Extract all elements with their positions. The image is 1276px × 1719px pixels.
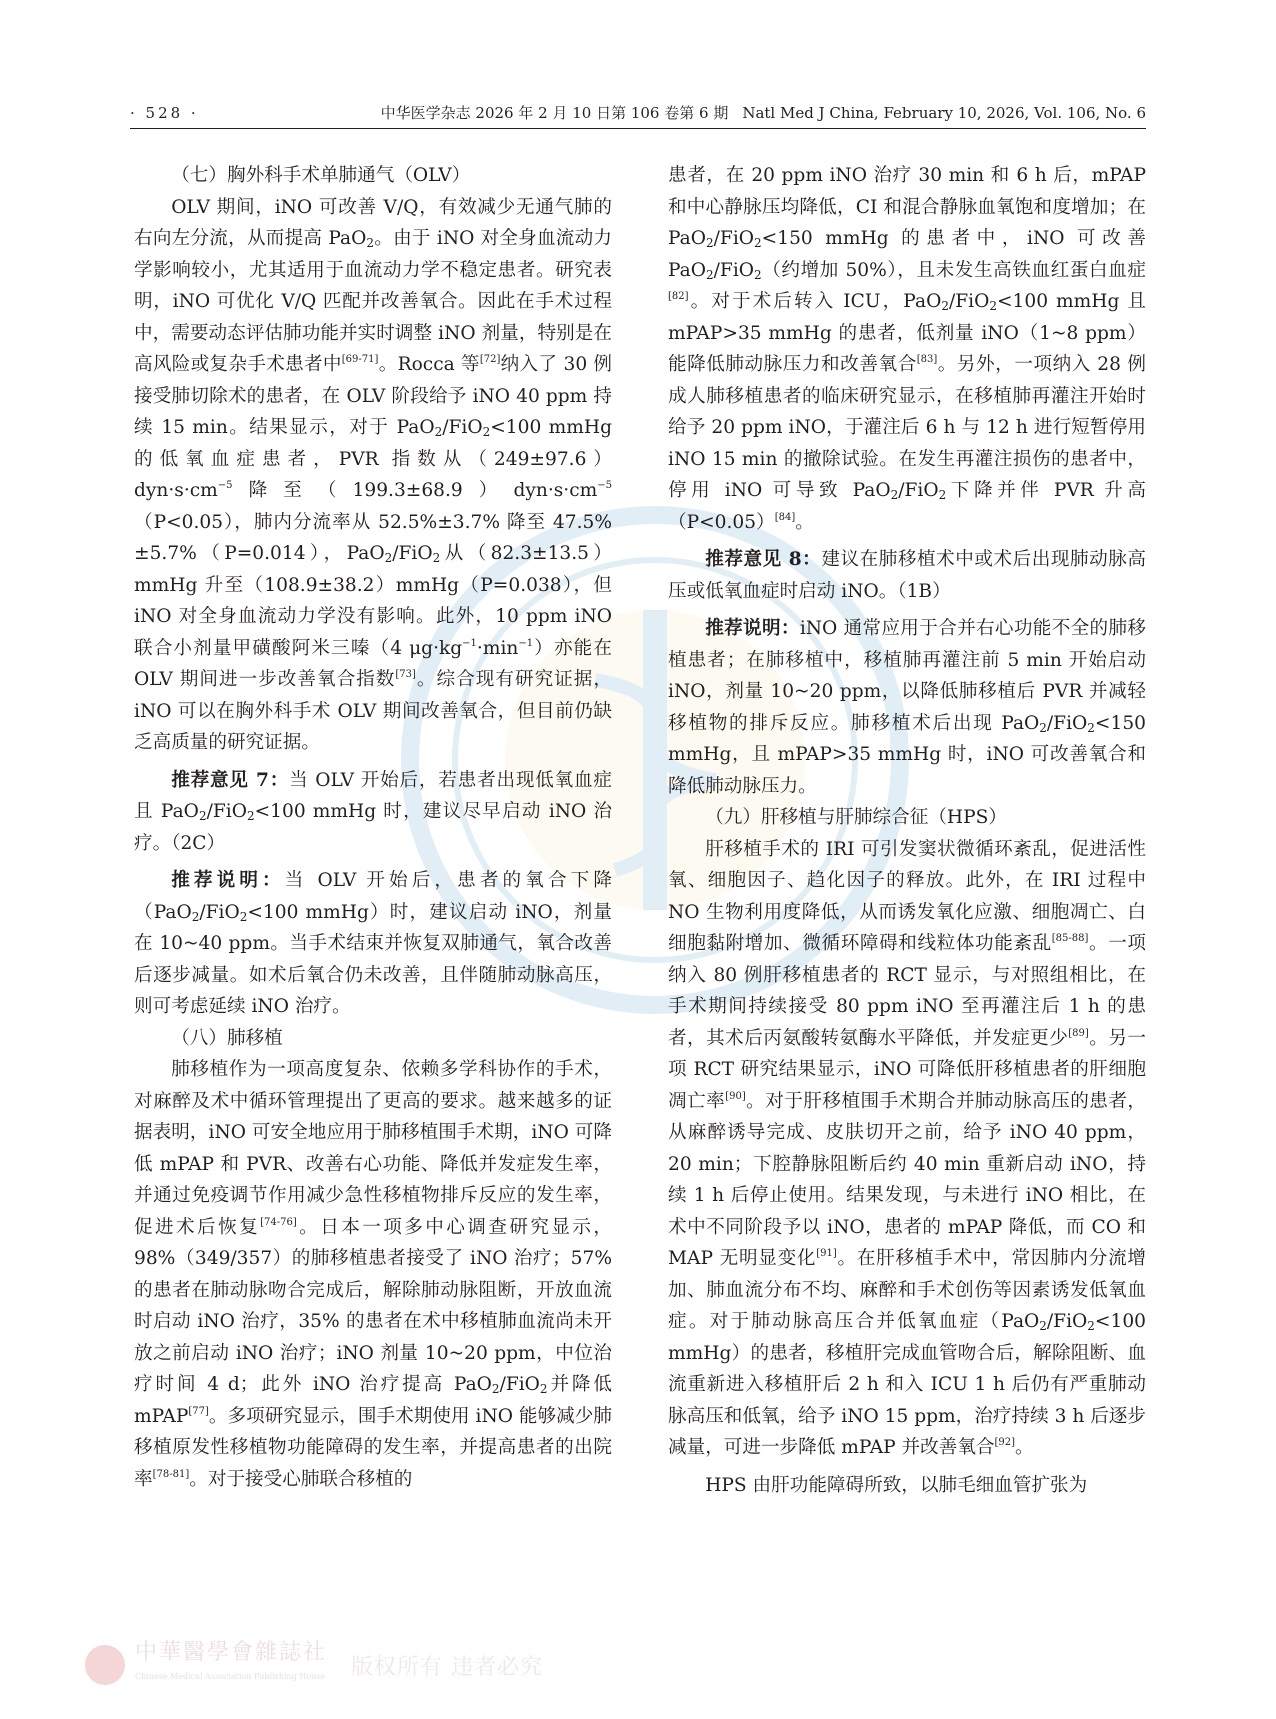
journal-title-cn: 中华医学杂志 2026 年 2 月 10 日第 106 卷第 6 期 [380,104,729,122]
explanation-8: 推荐说明：iNO 通常应用于合并右心功能不全的肺移植患者；在肺移植中，移植肺再灌注前 5 min 开始启动 iNO，剂量 10~20 ppm，以降低肺移植后 PVR 并减轻移植物的排斥反应。肺移植术后出现 PaO$_2$/FiO$_2$<150 mmHg，且 mPAP>35 mmHg 时，iNO 可改善氧合和降低肺动脉压力。 [668,618,1146,797]
right-column [668,160,1146,1501]
paragraph-olv: OLV 期间，iNO 可改善 V/Q，有效减少无通气肺的右向左分流，从而提高 PaO$_2$。由于 iNO 对全身血流动力学影响较小，尤其适用于血流动力学不稳定患者。研究表明，iNO 可优化 V/Q 匹配并改善氧合。因此在手术过程中，需要动态评估肺功能并实时调整 iNO 剂量，特别是在高风险或复杂手术患者中[69-71]。Rocca 等[72]纳入了 30 例接受肺切除术的患者，在 OLV 阶段给予 iNO 40 ppm 持续 15 min。结果显示，对于 PaO$_2$/FiO$_2$<100 mmHg 的低氧血症患者，PVR 指数从$(249\pm 97.6)dyn\cdot s\cdot cm^{-5}$降至$(199.3\pm 68.9)dyn\cdot s\cdot cm^{-5}(P<0.05)$，肺内分流率从 52.5%±3.7% 降至 47.5%±5.7%（P=0.014），PaO$_2$/FiO$_2$从（82.3±13.5）mmHg 升至（108.9±38.2）mmHg（P=0.038），但 iNO 对全身血流动力学没有影响。此外，10 ppm iNO 联合小剂量甲磺酸阿米三嗪（4 $\mu g\cdot kg^{-1}\cdot\min^{-1}$）亦能在 OLV 期间进一步改善氧合指数[73]。综合现有研究证据，iNO 可以在胸外科手术 OLV 期间改善氧合，但目前仍缺乏高质量的研究证据。 [134,196,613,753]
paragraph-hps: HPS 由肝功能障碍所致，以肺毛细血管扩张为 [705,1474,1088,1496]
paragraph-lung-transplant: 肺移植作为一项高度复杂、依赖多学科协作的手术，对麻醉及术中循环管理提出了更高的要求。越来越多的证据表明，iNO 可安全地应用于肺移植围手术期，iNO 可降低 mPAP 和 PVR、改善右心功能、降低并发症发生率，并通过免疫调节作用减少急性移植物排斥反应的发生率，促进术后恢复[74-76]。日本一项多中心调查研究显示，98%（349/357）的肺移植患者接受了 iNO 治疗；57% 的患者在肺动脉吻合完成后，解除肺动脉阻断，开放血流时启动 iNO 治疗，35% 的患者在术中移植肺血流尚未开放之前启动 iNO 治疗；iNO 剂量 10~20 ppm，中位治疗时间 4 d；此外 iNO 治疗提高 PaO$_2$/FiO$_2$并降低 mPAP[77]。多项研究显示，围手术期使用 iNO 能够减少肺移植原发性移植物功能障碍的发生率，并提高患者的出院率[78-81]。对于接受心肺联合移植的 [134,1059,612,1490]
explanation-7: 推荐说明：当 OLV 开始后，患者的氧合下降（PaO$_2$/FiO$_2$<100 mmHg）时，建议启动 iNO，剂量在 10~40 ppm。当手术结束并恢复双肺通气，氧合改善后逐步减量。如术后氧合仍未改善，且伴随肺动脉高压，则可考虑延续 iNO 治疗。 [134,870,612,1017]
publisher-logo-icon [85,1645,125,1685]
journal-title-en: Natl Med J China, February 10, 2026, Vol. 106, No. 6 [742,104,1146,122]
paragraph-lung-transplant-cont: 患者，在 20 ppm iNO 治疗 30 min 和 6 h 后，mPAP 和中心静脉压均降低，CI 和混合静脉血氧饱和度增加；在 PaO$_2$/FiO$_2$<150 mmHg 的患者中，iNO 可改善 PaO$_2$/FiO$_2$（约增加 50%），且未发生高铁血红蛋白血症[82]。对于术后转入 ICU，PaO$_2$/FiO$_2$<100 mmHg 且 mPAP>35 mmHg 的患者，低剂量 iNO（1~8 ppm）能降低肺动脉压力和改善氧合[83]。另外，一项纳入 28 例成人肺移植患者的临床研究显示，在移植肺再灌注开始时给予 20 ppm iNO，于灌注后 6 h 与 12 h 进行短暂停用 iNO 15 min 的撤除试验。在发生再灌注损伤的患者中，停用 iNO 可导致 PaO$_2$/FiO$_2$下降并伴 PVR 升高（P<0.05）[84]。 [668,165,1147,533]
recommendation-8: 推荐意见 8：建议在肺移植术中或术后出现肺动脉高压或低氧血症时启动 iNO。（1B） [668,549,1146,602]
recommendation-7: 推荐意见 7：当 OLV 开始后，若患者出现低氧血症且 PaO$_2$/FiO$_2$<100 mmHg 时，建议尽早启动 iNO 治疗。（2C） [134,769,612,854]
page-number: · 528 · [130,104,199,122]
journal-info [381,100,1146,126]
paragraph-liver-transplant: 肝移植手术的 IRI 可引发窦状微循环紊乱，促进活性氧、细胞因子、趋化因子的释放。此外，在 IRI 过程中 NO 生物利用度降低，从而诱发氧化应激、细胞凋亡、白细胞黏附增加、微循环障碍和线粒体功能紊乱[85-88]。一项纳入 80 例肝移植患者的 RCT 显示，与对照组相比，在手术期间持续接受 80 ppm iNO 至再灌注后 1 h 的患者，其术后丙氨酸转氨酶水平降低，并发症更少[89]。另一项 RCT 研究结果显示，iNO 可降低肝移植患者的肝细胞凋亡率[90]。对于肝移植围手术期合并肺动脉高压的患者，从麻醉诱导完成、皮肤切开之前，给予 iNO 40 ppm，20 min；下腔静脉阻断后约 40 min 重新启动 iNO，持续 1 h 后停止使用。结果发现，与未进行 iNO 相比，在术中不同阶段予以 iNO，患者的 mPAP 降低，而 CO 和 MAP 无明显变化[91]。在肝移植手术中，常因肺内分流增加、肺血流分布不均、麻醉和手术创伤等因素诱发低氧血症。对于肺动脉高压合并低氧血症（PaO$_2$/FiO$_2$<100 mmHg）的患者，移植肝完成血管吻合后，解除阻断、血流重新进入移植肝后 2 h 和入 ICU 1 h 后仍有严重肺动脉高压和低氧，给予 iNO 15 ppm，治疗持续 3 h 后逐步减量，可进一步降低 mPAP 并改善氧合[92]。 [668,838,1146,1458]
section-9-title: （九）肝移植与肝肺综合征（HPS） [705,807,1007,828]
publisher-name: 中華醫學會雜誌社 Chinese Medical Association Publishing House [135,1640,328,1681]
page-header [130,100,1146,129]
section-7-title: （七）胸外科手术单肺通气（OLV） [171,165,471,186]
copyright-slogan: 版权所有 违者必究 [351,1654,544,1680]
left-column [134,160,612,1495]
footer-brand [85,1640,543,1690]
section-8-title: （八）肺移植 [171,1027,283,1049]
